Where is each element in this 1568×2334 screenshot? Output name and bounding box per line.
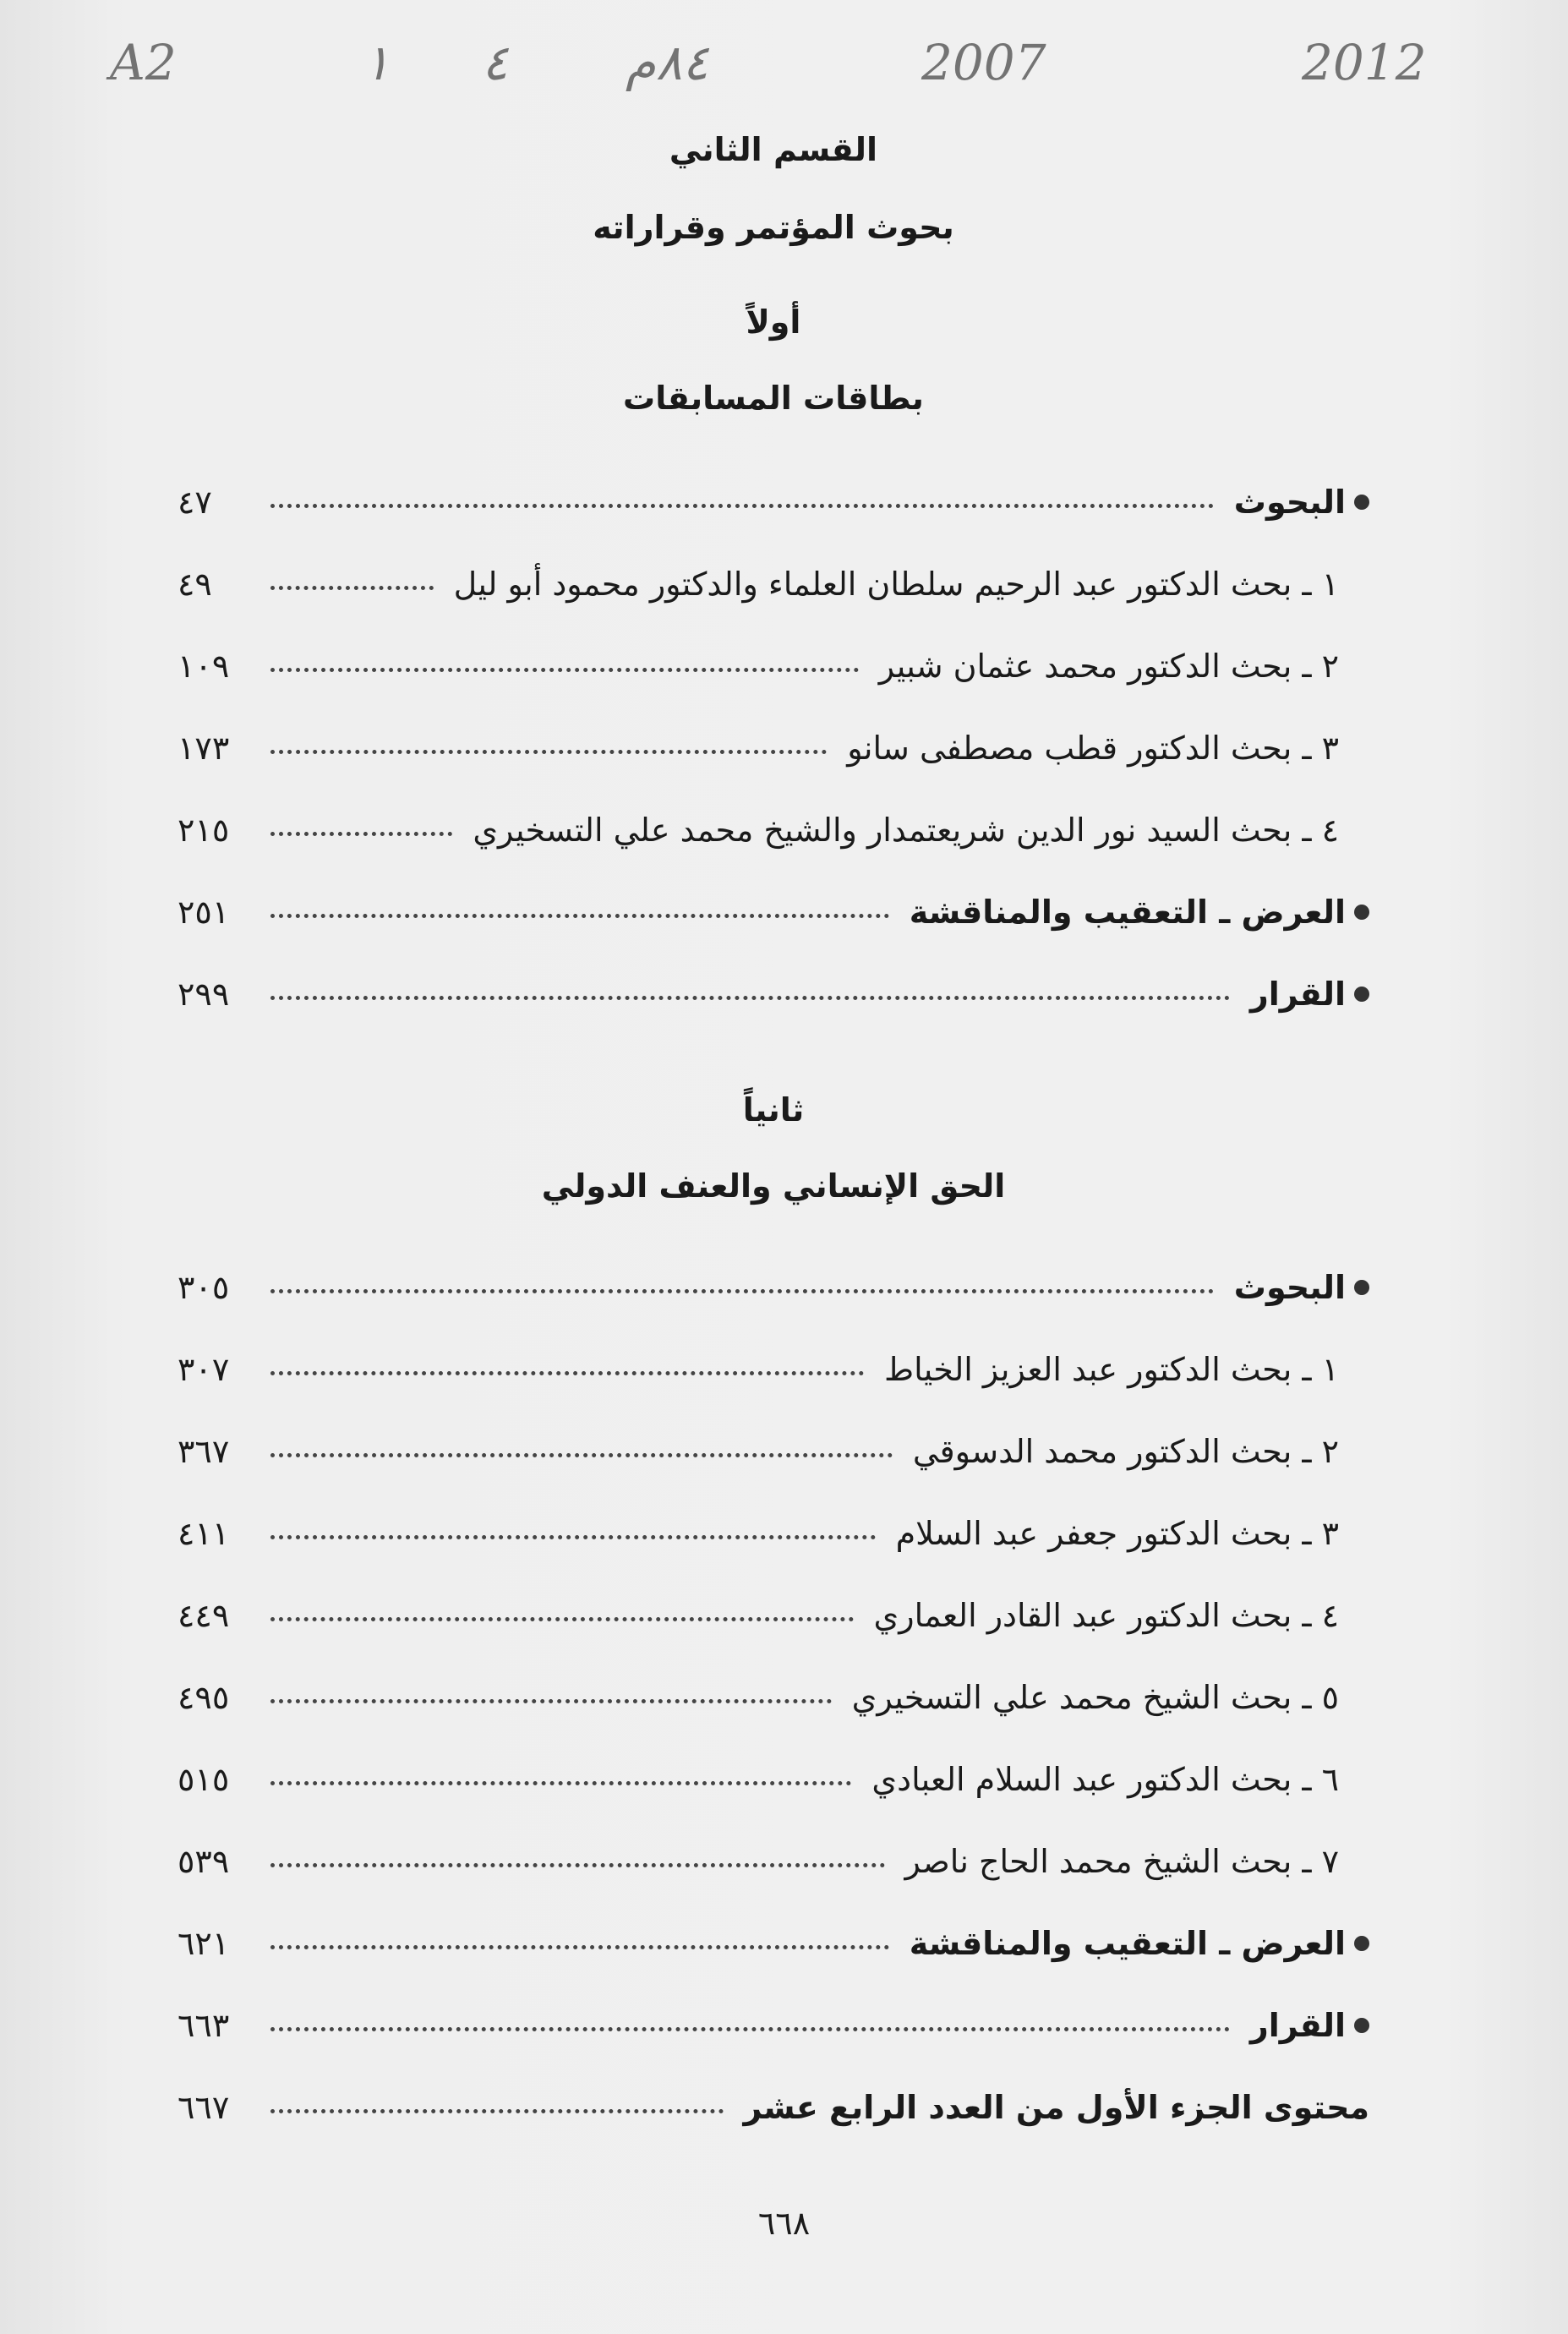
section2-title: الحق الإنساني والعنف الدولي [541, 1167, 1006, 1205]
toc-entry-text: ٥ ـ بحث الشيخ محمد علي التسخيري [851, 1679, 1339, 1716]
toc-entry-page: ٣٠٧ [178, 1351, 230, 1388]
toc-entry-page: ٤٩٥ [178, 1679, 230, 1716]
toc-entry-text: القرار [1249, 976, 1346, 1013]
toc-entry-label [898, 894, 1346, 931]
table-of-contents [178, 127, 1369, 2173]
dot-leader [270, 1781, 851, 1785]
part-subheading: بحوث المؤتمر وقراراته [593, 209, 954, 246]
dot-leader [270, 2109, 724, 2113]
toc-entry-text: ٢ ـ بحث الدكتور محمد عثمان شبير [878, 648, 1339, 685]
toc-entry-text: ٤ ـ بحث السيد نور الدين شريعتمدار والشيخ محمد علي التسخيري [473, 812, 1339, 849]
toc-entry-page: ٤٤٩ [178, 1597, 230, 1634]
handwritten-mark: A2 [110, 34, 177, 91]
toc-entry-label [901, 1435, 1369, 1468]
toc-entry [178, 568, 1369, 650]
toc-entry-text: العرض ـ التعقيب والمناقشة [909, 894, 1346, 931]
toc-entry [178, 896, 1369, 978]
toc-entry-text: ٢ ـ بحث الدكتور محمد الدسوقي [912, 1433, 1339, 1470]
toc-entry [178, 1845, 1369, 1927]
toc-entry-page: ٥١٥ [178, 1761, 230, 1798]
toc-entry-label [1222, 1271, 1346, 1304]
dot-leader [270, 586, 434, 590]
part-heading: القسم الثاني [669, 131, 878, 168]
dot-leader [270, 1699, 832, 1703]
toc-entry [178, 1681, 1369, 1763]
dot-leader [270, 504, 1214, 508]
toc-entry-label [884, 1517, 1369, 1550]
handwritten-mark: 2012 [1302, 34, 1427, 91]
dot-leader [270, 914, 889, 918]
toc-entry-text: البحوث [1233, 484, 1346, 521]
dot-leader [270, 2027, 1230, 2031]
section2-entries [178, 1271, 1369, 2173]
toc-entry-text: القرار [1249, 2007, 1346, 2044]
toc-entry-label [862, 1599, 1369, 1632]
toc-entry [178, 1599, 1369, 1681]
toc-entry [178, 1927, 1369, 2009]
toc-entry-page: ٦٢١ [178, 1925, 230, 1962]
toc-entry-page: ٥٣٩ [178, 1843, 230, 1880]
section1-title: بطاقات المسابقات [623, 380, 924, 417]
toc-entry-text: محتوى الجزء الأول من العدد الرابع عشر [743, 2089, 1369, 2126]
toc-entry-page: ٢٩٩ [178, 976, 230, 1013]
dot-leader [270, 750, 827, 754]
handwritten-mark: ١ [363, 34, 391, 91]
toc-entry [178, 978, 1369, 1060]
toc-entry-text: ١ ـ بحث الدكتور عبد العزيز الخياط [884, 1351, 1339, 1388]
toc-entry-label [835, 730, 1369, 767]
toc-entry-page: ٦٦٣ [178, 2007, 230, 2044]
toc-entry-label [1238, 2009, 1346, 2042]
dot-leader [270, 1453, 893, 1457]
dot-leader [270, 996, 1230, 1000]
toc-entry-page: ١٧٣ [178, 730, 230, 767]
toc-entry-page: ٣٠٥ [178, 1269, 230, 1306]
toc-entry [178, 1763, 1369, 1845]
toc-entry-label [1222, 484, 1346, 521]
toc-entry-text: ٣ ـ بحث الدكتور جعفر عبد السلام [895, 1515, 1339, 1552]
dot-leader [270, 1617, 854, 1621]
toc-entry [178, 2009, 1369, 2091]
toc-entry-text: ٤ ـ بحث الدكتور عبد القادر العماري [873, 1597, 1339, 1634]
dot-leader [270, 832, 452, 836]
toc-entry-label [867, 648, 1369, 685]
toc-entry-label [893, 1845, 1369, 1878]
handwritten-mark: 2007 [921, 34, 1046, 91]
dot-leader [270, 1289, 1214, 1293]
bullet-icon [1354, 1936, 1369, 1951]
toc-entry-label [898, 1927, 1346, 1960]
dot-leader [270, 1945, 889, 1949]
dot-leader [270, 1371, 864, 1375]
toc-entry-page: ٤١١ [178, 1515, 230, 1552]
toc-entry-page: ٢٥١ [178, 894, 230, 931]
toc-entry [178, 486, 1369, 568]
toc-entry-page: ٤٩ [178, 566, 212, 603]
toc-entry [178, 1271, 1369, 1353]
bullet-icon [1354, 905, 1369, 920]
toc-entry-page: ٢١٥ [178, 812, 230, 849]
toc-entry-text: العرض ـ التعقيب والمناقشة [909, 1925, 1346, 1962]
toc-entry-label [1238, 976, 1346, 1013]
bullet-icon [1354, 495, 1369, 510]
toc-entry-text: ٣ ـ بحث الدكتور قطب مصطفى سانو [847, 730, 1339, 767]
toc-entry [178, 732, 1369, 814]
handwritten-note [110, 34, 1462, 127]
bullet-icon [1354, 1280, 1369, 1295]
toc-entry-label [732, 2091, 1369, 2124]
toc-entry-text: البحوث [1233, 1269, 1346, 1306]
toc-entry [178, 1353, 1369, 1435]
dot-leader [270, 668, 859, 672]
toc-entry [178, 1435, 1369, 1517]
toc-entry-page: ١٠٩ [178, 648, 230, 685]
section1-order: أولاً [746, 303, 801, 341]
bullet-icon [1354, 2018, 1369, 2033]
toc-entry-text: ١ ـ بحث الدكتور عبد الرحيم سلطان العلماء والدكتور محمود أبو ليل [453, 566, 1339, 603]
toc-entry-page: ٦٦٧ [178, 2089, 230, 2126]
handwritten-mark: ٤ [482, 34, 509, 91]
toc-entry [178, 650, 1369, 732]
toc-entry-label [442, 566, 1369, 603]
dot-leader [270, 1535, 876, 1539]
handwritten-mark: ٨٤م [626, 34, 709, 91]
toc-entry-label [860, 1763, 1369, 1796]
page-number: ٦٦٨ [757, 2205, 811, 2242]
toc-entry-label [840, 1681, 1369, 1714]
section1-entries [178, 486, 1369, 1060]
toc-entry-text: ٦ ـ بحث الدكتور عبد السلام العبادي [871, 1761, 1339, 1798]
toc-entry-page: ٤٧ [178, 484, 212, 521]
toc-entry-text: ٧ ـ بحث الشيخ محمد الحاج ناصر [904, 1843, 1339, 1880]
section2-order: ثانياً [742, 1091, 805, 1129]
toc-entry [178, 1517, 1369, 1599]
toc-entry [178, 2091, 1369, 2173]
toc-entry-label [461, 812, 1369, 849]
bullet-icon [1354, 987, 1369, 1002]
toc-entry-label [872, 1353, 1369, 1386]
dot-leader [270, 1863, 885, 1867]
toc-entry [178, 814, 1369, 896]
toc-entry-page: ٣٦٧ [178, 1433, 230, 1470]
